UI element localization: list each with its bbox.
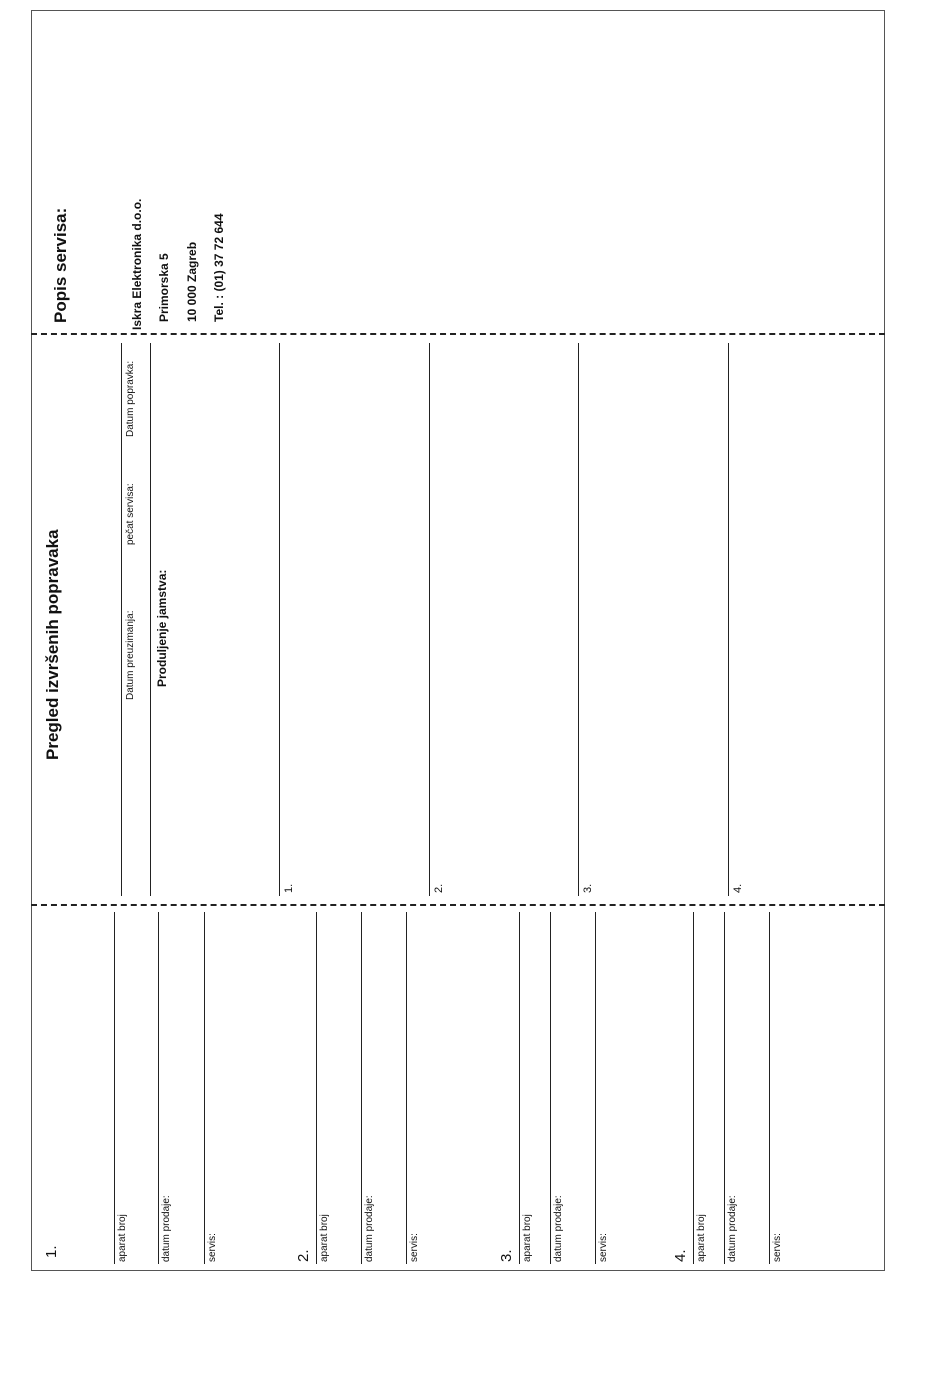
coupon-device-label: aparat broj: [117, 1214, 128, 1262]
coupon-number: 4.: [672, 1249, 689, 1262]
repair-row-line-1: [279, 343, 280, 896]
coupon-service-label: servis:: [772, 1233, 783, 1262]
col-repaired-label: Datum popravka:: [125, 360, 136, 437]
coupon-service-label: servis:: [598, 1233, 609, 1262]
repair-row-line-3: [578, 343, 579, 896]
repair-row-number: 4.: [732, 883, 744, 893]
services-phone: Tel. : (01) 37 72 644: [212, 213, 226, 322]
repair-row-number: 2.: [433, 883, 445, 893]
coupon-field-line: [204, 912, 205, 1264]
services-street: Primorska 5: [157, 253, 171, 322]
coupon-device-label: aparat broj: [522, 1214, 533, 1262]
coupon-sale-date-label: datum prodaje:: [364, 1195, 375, 1262]
coupon-field-line: [406, 912, 407, 1264]
coupon-field-line: [114, 912, 115, 1264]
coupon-sale-date-label: datum prodaje:: [553, 1195, 564, 1262]
repair-row-number: 1.: [283, 883, 295, 893]
coupon-field-line: [693, 912, 694, 1264]
repair-row-line-2: [429, 343, 430, 896]
repair-row-line-4: [728, 343, 729, 896]
coupon-field-line: [769, 912, 770, 1264]
coupon-field-line: [550, 912, 551, 1264]
coupon-device-label: aparat broj: [696, 1214, 707, 1262]
services-title: Popis servisa:: [51, 207, 70, 323]
coupon-device-label: aparat broj: [319, 1214, 330, 1262]
col-received-label: Datum preuzimanja:: [125, 610, 136, 700]
coupon-field-line: [724, 912, 725, 1264]
cut-line-bottom: [31, 904, 885, 906]
repairs-title: Pregled izvršenih popravaka: [43, 529, 62, 760]
col-stamp-label: pečat servisa:: [125, 483, 136, 545]
coupon-sale-date-label: datum prodaje:: [727, 1195, 738, 1262]
services-company: Iskra Elektronika d.o.o.: [130, 198, 144, 330]
coupon-sale-date-label: datum prodaje:: [161, 1195, 172, 1262]
coupon-field-line: [158, 912, 159, 1264]
cut-line-top: [31, 333, 885, 335]
repairs-header-line-1: [121, 343, 122, 896]
repair-row-number: 3.: [582, 883, 594, 893]
coupon-field-line: [595, 912, 596, 1264]
repairs-header-line-2: [150, 343, 151, 896]
coupon-number: 3.: [498, 1249, 515, 1262]
coupon-field-line: [519, 912, 520, 1264]
coupon-number: 2.: [295, 1249, 312, 1262]
coupon-field-line: [316, 912, 317, 1264]
coupon-service-label: servis:: [409, 1233, 420, 1262]
coupon-service-label: servis:: [207, 1233, 218, 1262]
coupon-number: 1.: [43, 1245, 60, 1258]
coupon-field-line: [361, 912, 362, 1264]
extension-label: Produljenje jamstva:: [155, 569, 169, 687]
services-city: 10 000 Zagreb: [185, 241, 199, 322]
